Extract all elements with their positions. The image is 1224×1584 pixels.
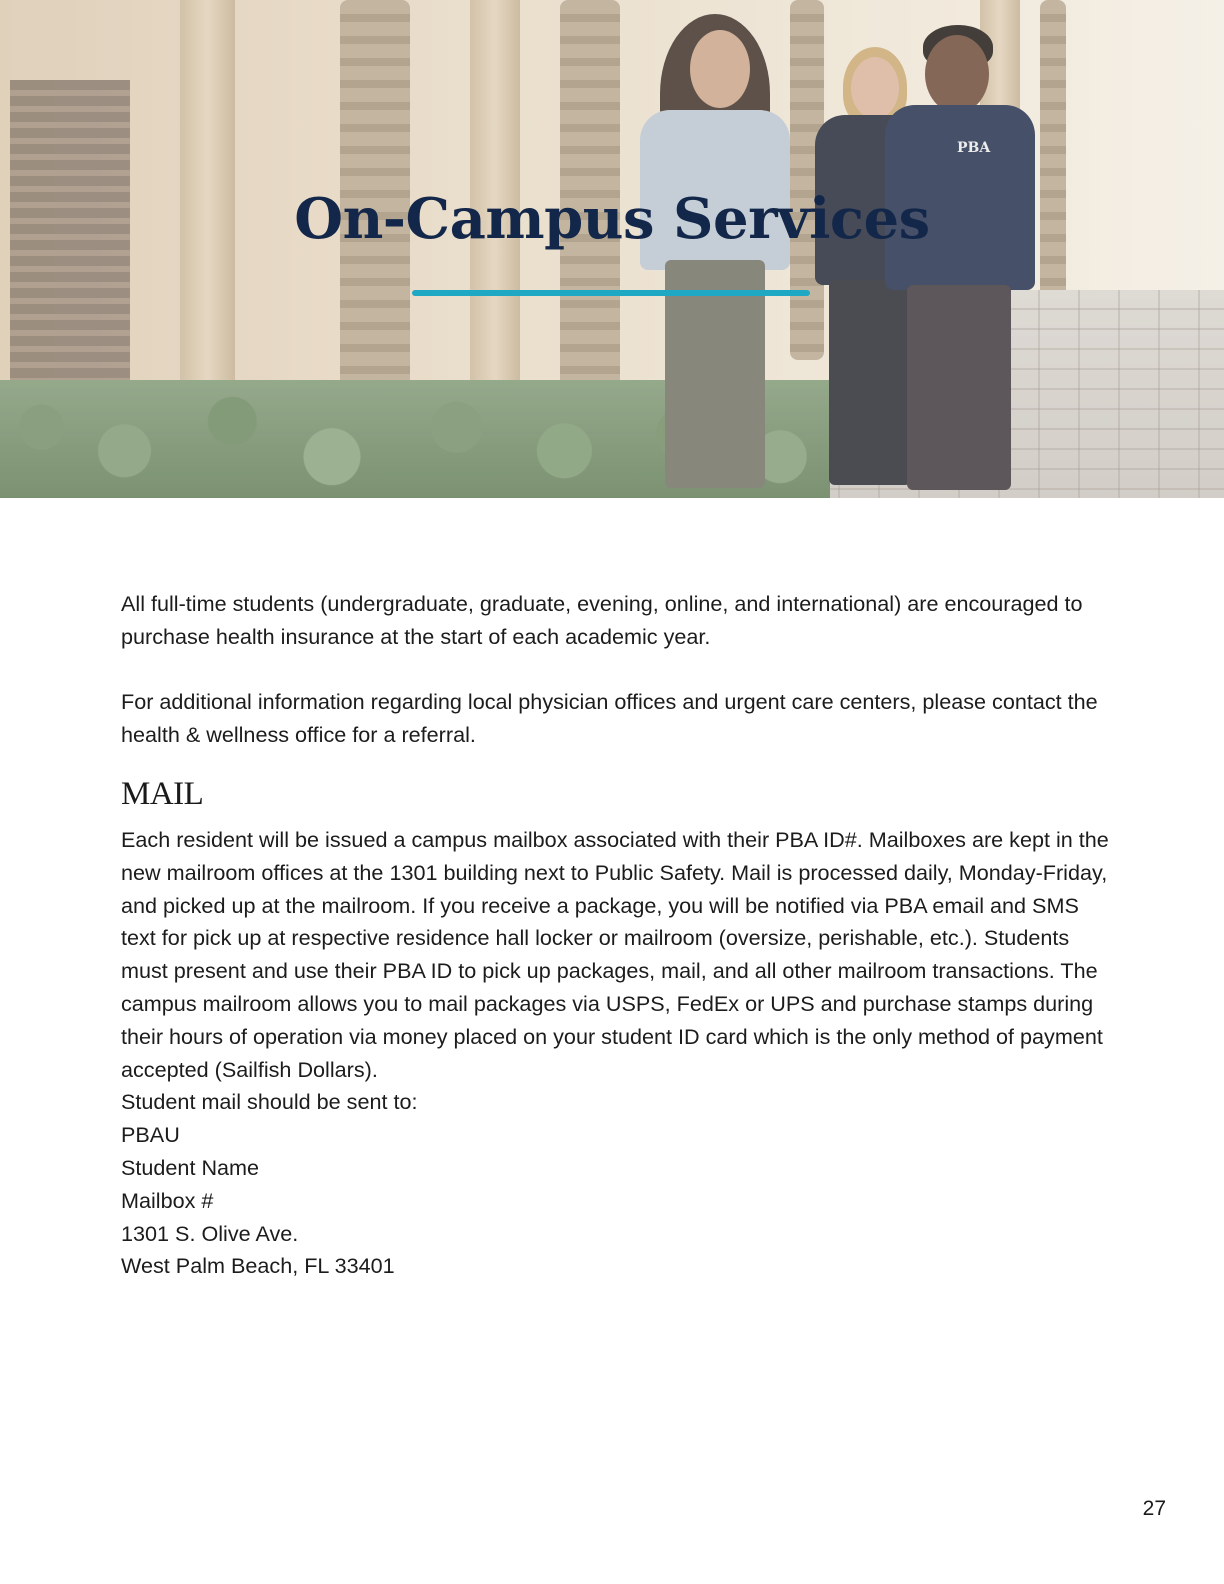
address-line: Student Name — [121, 1154, 260, 1180]
page-number: 27 — [1142, 1497, 1166, 1520]
title-underline — [412, 290, 810, 296]
address-line: West Palm Beach, FL 33401 — [121, 1253, 395, 1279]
address-intro: Student mail should be sent to: — [121, 1089, 418, 1115]
main-content — [121, 588, 1111, 1283]
page-title: On-Campus Services — [294, 186, 930, 252]
intro-paragraph: For additional information regarding local physician offices and urgent care centers, please contact the health & wellness office for a referral. — [121, 689, 1098, 748]
address-line: Mailbox # — [121, 1187, 214, 1213]
address-line: 1301 S. Olive Ave. — [121, 1220, 299, 1246]
hero-banner — [0, 0, 1224, 498]
shirt-logo: PBA — [957, 140, 991, 156]
mailing-address — [121, 1119, 1111, 1283]
address-line: PBAU — [121, 1122, 180, 1148]
intro-paragraph: All full-time students (undergraduate, graduate, evening, online, and international) are encouraged to purchase health insurance at the start of each academic year. — [121, 591, 1083, 649]
mail-paragraph: Each resident will be issued a campus mailbox associated with their PBA ID#. Mailboxes are kept in the new mailroom offices at the 1301 building next to Public Safety. Mail is processed daily, Monday-Friday, and picked up at the mailroom. If you receive a package, you will be notified via PBA email and SMS text for pick up at respective residence hall locker or mailroom (oversize, perishable, etc.). Students must present and use their PBA ID to pick up packages, mail, and all other mailroom transactions. The campus mailroom allows you to mail packages via USPS, FedEx or UPS and purchase stamps during their hours of operation via money placed on your student ID card which is the only method of payment accepted (Sailfish Dollars). — [121, 826, 1109, 1082]
section-heading-mail: MAIL — [121, 775, 204, 812]
